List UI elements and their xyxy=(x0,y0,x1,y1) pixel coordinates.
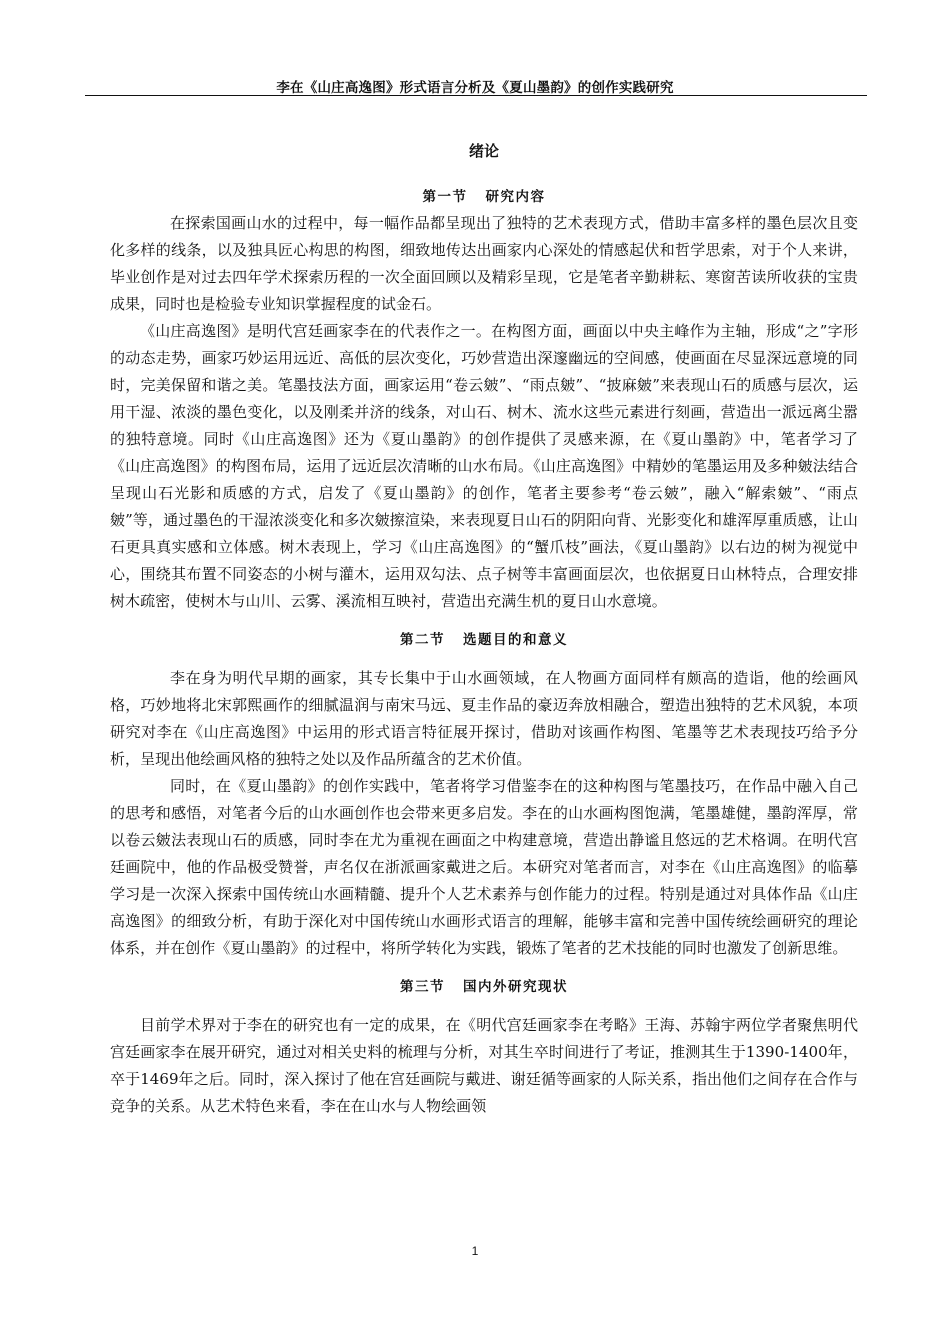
section-number: 第三节 xyxy=(400,979,445,995)
page-number: 1 xyxy=(471,1244,479,1258)
section-number: 第一节 xyxy=(422,189,468,205)
section-heading: 研究内容 xyxy=(485,189,546,205)
paragraph: 李在身为明代早期的画家，其专长集中于山水画领域，在人物画方面同样有颇高的造诣，他的绘画风格，巧妙地将北宋郭熙画作的细腻温润与南宋马远、夏圭作品的豪迈奔放相融合，塑造出独特的艺术风貌，本项研究对李在《山庄高逸图》中运用的形式语言特征展开探讨，借助对该画作构图、笔墨等艺术表现技巧给予分析，呈现出他绘画风格的独特之处以及作品所蕴含的艺术价值。 xyxy=(110,669,858,768)
section-number: 第二节 xyxy=(400,632,445,648)
paragraph: 目前学术界对于李在的研究也有一定的成果，在《明代宫廷画家李在考略》王海、苏翰宇两位学者聚焦明代宫廷画家李在展开研究，通过对相关史料的梳理与分析，对其生卒时间进行了考证，推测其生于1390-1400年，卒于1469年之后。同时，深入探讨了他在宫廷画院与戴进、谢廷循等画家的人际关系，指出他们之间存在合作与竞争的关系。从艺术特色来看，李在在山水与人物绘画领 xyxy=(110,1016,858,1115)
section-heading: 选题目的和意义 xyxy=(463,632,568,648)
main-content xyxy=(110,138,858,1120)
section-title-1 xyxy=(110,184,858,210)
paragraph: 在探索国画山水的过程中，每一幅作品都呈现出了独特的艺术表现方式，借助丰富多样的墨色层次且变化多样的线条，以及独具匠心构思的构图，细致地传达出画家内心深处的情感起伏和哲学思索，对于个人来讲，毕业创作是对过去四年学术探索历程的一次全面回顾以及精彩呈现，它是笔者辛勤耕耘、寒窗苦读所收获的宝贵成果，同时也是检验专业知识掌握程度的试金石。 xyxy=(110,214,858,313)
paragraph: 同时，在《夏山墨韵》的创作实践中，笔者将学习借鉴李在的这种构图与笔墨技巧，在作品中融入自己的思考和感悟，对笔者今后的山水画创作也会带来更多启发。李在的山水画构图饱满，笔墨雄健，墨韵浑厚，常以卷云皴法表现山石的质感，同时李在尤为重视在画面之中构建意境，营造出静谧且悠远的艺术格调。在明代宫廷画院中，他的作品极受赞誉，声名仅在浙派画家戴进之后。本研究对笔者而言，对李在《山庄高逸图》的临摹学习是一次深入探索中国传统山水画精髓、提升个人艺术素养与创作能力的过程。特别是通过对具体作品《山庄高逸图》的细致分析，有助于深化对中国传统山水画形式语言的理解，能够丰富和完善中国传统绘画研究的理论体系，并在创作《夏山墨韵》的过程中，将所学转化为实践，锻炼了笔者的艺术技能的同时也激发了创新思维。 xyxy=(110,777,858,957)
section-title-2 xyxy=(110,627,858,653)
chapter-title: 绪论 xyxy=(468,142,499,160)
section-title-3 xyxy=(110,974,858,1000)
paragraph: 《山庄高逸图》是明代宫廷画家李在的代表作之一。在构图方面，画面以中央主峰作为主轴，形成“之”字形的动态走势，画家巧妙运用远近、高低的层次变化，巧妙营造出深邃幽远的空间感，使画面在尽显深远意境的同时，完美保留和谐之美。笔墨技法方面，画家运用“卷云皴”、“雨点皴”、“披麻皴”来表现山石的质感与层次，运用干湿、浓淡的墨色变化，以及刚柔并济的线条，对山石、树木、流水这些元素进行刻画，营造出一派远离尘嚣的独特意境。同时《山庄高逸图》还为《夏山墨韵》的创作提供了灵感来源，在《夏山墨韵》中，笔者学习了《山庄高逸图》的构图布局，运用了远近层次清晰的山水布局。《山庄高逸图》中精妙的笔墨运用及多种皴法结合呈现山石光影和质感的方式，启发了《夏山墨韵》的创作，笔者主要参考“卷云皴”，融入“解索皴”、“雨点皴”等，通过墨色的干湿浓淡变化和多次皴擦渲染，来表现夏日山石的阴阳向背、光影变化和雄浑厚重质感，让山石更具真实感和立体感。树木表现上，学习《山庄高逸图》的“蟹爪枝”画法，《夏山墨韵》以右边的树为视觉中心，围绕其布置不同姿态的小树与灌木，运用双勾法、点子树等丰富画面层次，也依据夏日山林特点，合理安排树木疏密，使树木与山川、云雾、溪流相互映衬，营造出充满生机的夏日山水意境。 xyxy=(110,322,858,610)
running-header: 李在《山庄高逸图》形式语言分析及《夏山墨韵》的创作实践研究 xyxy=(276,80,674,96)
header-rule xyxy=(85,95,867,96)
section-heading: 国内外研究现状 xyxy=(463,979,568,995)
